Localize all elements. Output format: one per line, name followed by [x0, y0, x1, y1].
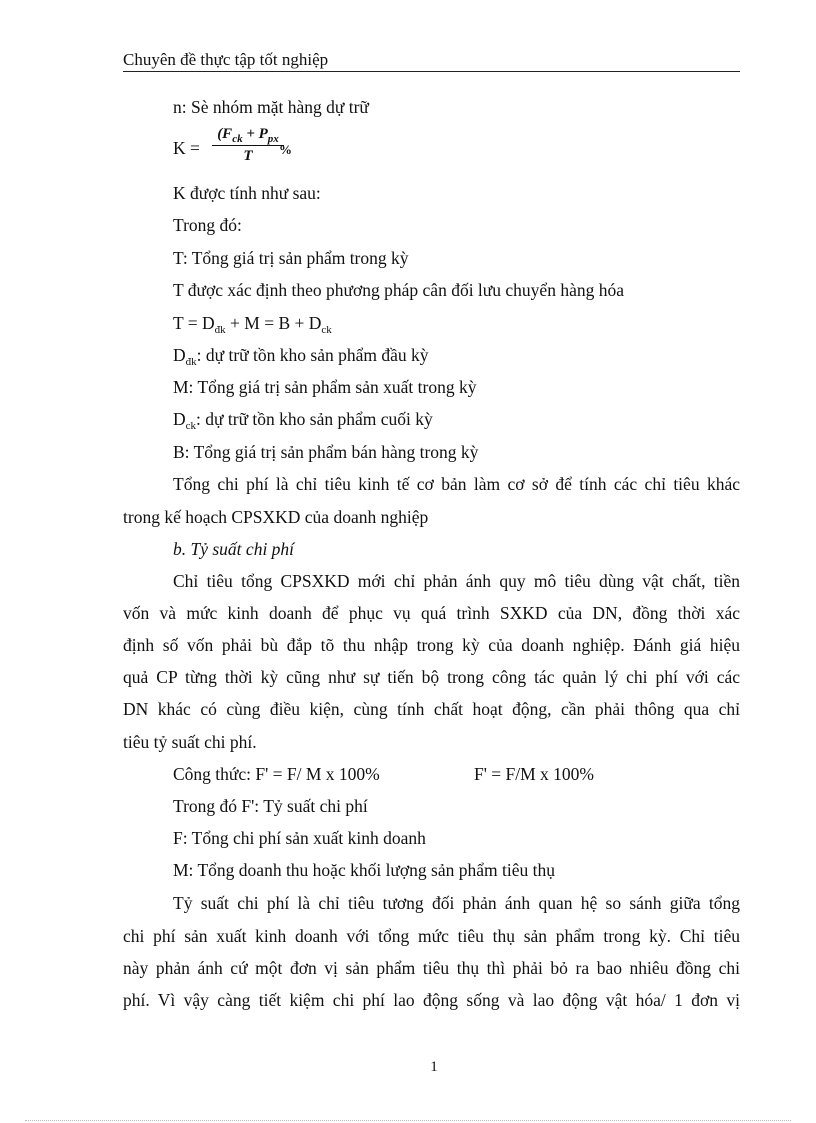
text-line: T được xác định theo phương pháp cân đối lưu chuyển hàng hóa — [173, 280, 624, 300]
text-line: n: Sè nhóm mặt hàng dự trữ — [173, 97, 369, 117]
paragraph-line: phí. Vì vậy càng tiết kiệm chi phí lao động sống và lao động vật hóa/ 1 đơn vị — [123, 990, 740, 1010]
formula-t: $T = D_{đk} + M = B + D_{ck}$ — [173, 313, 332, 336]
paragraph-line: Tỷ suất chi phí là chỉ tiêu tương đối phản ánh quan hệ so sánh giữa tổng — [173, 893, 740, 913]
paragraph-line: Tổng chi phí là chỉ tiêu kinh tế cơ bản làm cơ sở để tính các chỉ tiêu khác — [173, 474, 740, 494]
text-line: T: Tổng giá trị sản phẩm trong kỳ — [173, 248, 409, 268]
fraction-bar — [212, 145, 284, 146]
formula-line-alt: F' = F/M x 100% — [474, 764, 594, 784]
text-line: B: Tổng giá trị sản phẩm bán hàng trong kỳ — [173, 442, 479, 462]
page-bottom-divider — [25, 1120, 791, 1121]
formula-line: Công thức: F' = F/ M x 100% — [173, 764, 380, 784]
section-heading: b. Tỷ suất chi phí — [173, 539, 295, 559]
paragraph-line: trong kế hoạch CPSXKD của doanh nghiệp — [123, 507, 429, 527]
text-line: $D_{ck}$: dự trữ tồn kho sản phẩm cuối kỳ — [173, 409, 433, 432]
text-line: Trong đó F': Tỷ suất chi phí — [173, 796, 368, 816]
text-line: K được tính như sau: — [173, 183, 321, 203]
paragraph-line: vốn và mức kinh doanh để phục vụ quá trình SXKD của DN, đồng thời xác — [123, 603, 740, 623]
text-line: Trong đó: — [173, 215, 242, 235]
paragraph-line: Chỉ tiêu tổng CPSXKD mới chỉ phản ánh quy mô tiêu dùng vật chất, tiền — [173, 571, 740, 591]
paragraph-line: tiêu tỷ suất chi phí. — [123, 732, 257, 752]
page-header: Chuyên đề thực tập tốt nghiệp — [123, 50, 329, 69]
paragraph-line: chi phí sản xuất kinh doanh với tổng mức tiêu thụ sản phẩm trong kỳ. Chỉ tiêu — [123, 926, 740, 946]
paragraph-line: này phản ánh cứ một đơn vị sản phẩm tiêu thụ thì phải bỏ ra bao nhiêu đồng chi — [123, 958, 740, 978]
formula-k-label: K = — [173, 138, 200, 158]
page-number: 1 — [430, 1059, 438, 1075]
formula-fraction — [212, 125, 284, 164]
formula-denominator: T — [243, 148, 253, 164]
formula-percent: % — [279, 142, 292, 157]
paragraph-line: định số vốn phải bù đắp tõ thu nhập trong kỳ của doanh nghiệp. Đánh giá hiệu — [123, 635, 740, 655]
text-line: M: Tổng doanh thu hoặc khối lượng sản phẩm tiêu thụ — [173, 860, 555, 880]
text-line: M: Tổng giá trị sản phẩm sản xuất trong kỳ — [173, 377, 477, 397]
text-line: $D_{đk}$: dự trữ tồn kho sản phẩm đầu kỳ — [173, 345, 429, 368]
header-divider — [123, 71, 740, 72]
formula-numerator: ($F_{ck} + P_{px}$ — [217, 126, 279, 145]
paragraph-line: quả CP từng thời kỳ cũng như sự tiến bộ trong công tác quản lý chi phí với các — [123, 667, 740, 687]
text-line: F: Tổng chi phí sản xuất kinh doanh — [173, 828, 426, 848]
paragraph-line: DN khác có cùng điều kiện, cùng tính chất hoạt động, cần phải thông qua chỉ — [123, 699, 740, 719]
